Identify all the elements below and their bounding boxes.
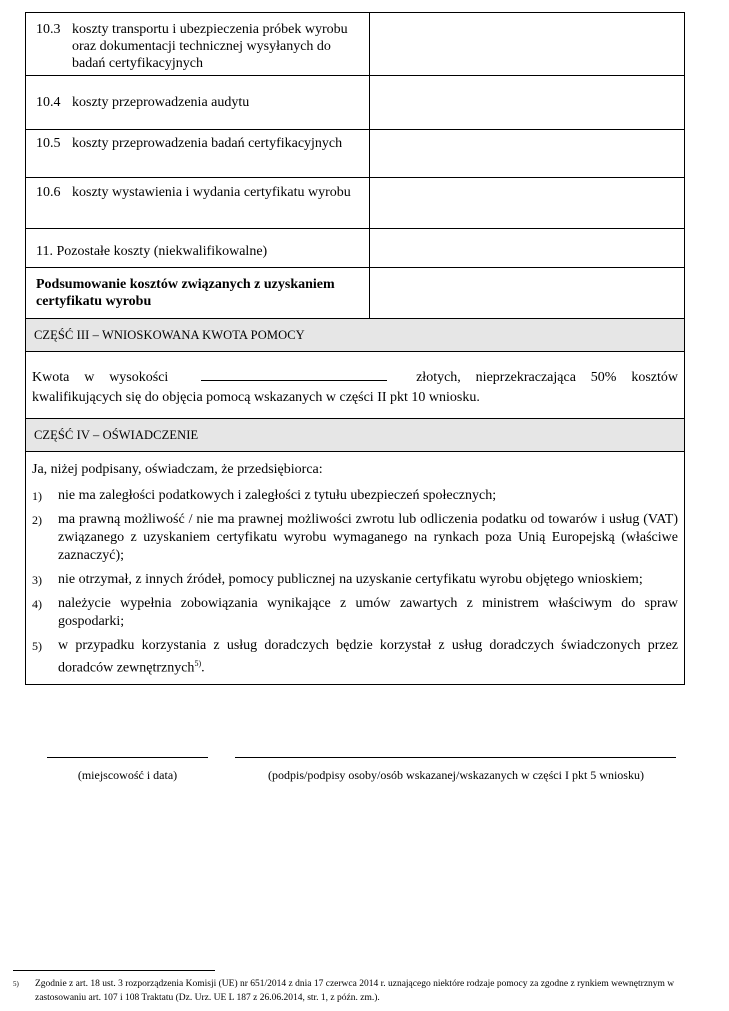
place-date-label: (miejscowość i data): [77, 768, 178, 782]
declaration-item: [32, 487, 678, 505]
declaration-item: [32, 637, 678, 678]
signature-line[interactable]: [235, 757, 676, 758]
cost-number: 10.4: [36, 95, 61, 110]
declaration-item-text: ma prawną możliwość / nie ma prawnej możliwości zwrotu lub odliczenia podatku od towarów i usług (VAT) związanego z uzyskaniem certyfikatu wyrobu wymaganego na rynkach poza Unią Europejską (właściwe zaznaczyć);: [58, 512, 678, 563]
cost-description: koszty transportu i ubezpieczenia próbek wyrobu oraz dokumentacji technicznej wysyłanych do badań certyfikacyjnych: [72, 22, 348, 71]
declaration-item: [32, 511, 678, 565]
cost-label-cell: [26, 76, 370, 129]
signature-label: (podpis/podpisy osoby/osób wskazanej/wskazanych w części I pkt 5 wniosku): [268, 768, 644, 782]
amount-input-line[interactable]: [201, 366, 387, 381]
declaration-block: [26, 452, 684, 684]
cost-number: 10.3: [36, 22, 61, 37]
application-form-table: [25, 12, 685, 685]
declaration-intro: Ja, niżej podpisany, oświadczam, że przedsiębiorca:: [32, 462, 323, 477]
amount-text-after: złotych, nieprzekraczająca 50% kosztów kwalifikujących się do objęcia pomocą wskazanych w części II pkt 10 wniosku.: [32, 370, 679, 405]
other-costs-row: [26, 229, 684, 268]
footnote-separator: [13, 970, 215, 971]
declaration-item-text-wrap: [58, 637, 678, 678]
declaration-item: [32, 571, 678, 589]
cost-label-cell: [26, 178, 370, 228]
cost-value-cell[interactable]: [370, 130, 684, 177]
cost-row-10-6: [26, 178, 684, 229]
part4-heading: CZĘŚĆ IV – OŚWIADCZENIE: [26, 419, 684, 452]
declaration-item-text: w przypadku korzystania z usług doradczych będzie korzystał z usług doradczych świadczonych przez doradców zewnętrznych: [58, 638, 678, 676]
footnote-mark: 5): [13, 980, 19, 988]
declaration-item-text: nie otrzymał, z innych źródeł, pomocy publicznej na uzyskanie certyfikatu wyrobu objętego wnioskiem;: [58, 572, 643, 587]
declaration-item-number: 5): [32, 639, 42, 653]
cost-value-cell[interactable]: [370, 13, 684, 75]
cost-row-10-4: [26, 76, 684, 130]
place-date-line[interactable]: [47, 757, 208, 758]
other-costs-value-cell[interactable]: [370, 229, 684, 267]
declaration-item-number: 4): [32, 597, 42, 611]
other-costs-label: 11. Pozostałe koszty (niekwalifikowalne): [26, 229, 370, 267]
summary-label: Podsumowanie kosztów związanych z uzyskaniem certyfikatu wyrobu: [26, 268, 370, 318]
cost-row-10-5: [26, 130, 684, 178]
declaration-item: [32, 595, 678, 631]
declaration-item-text: należycie wypełnia zobowiązania wynikające z umów zawartych z ministrem właściwym do spraw gospodarki;: [58, 596, 678, 629]
footnote-text: Zgodnie z art. 18 ust. 3 rozporządzenia Komisji (UE) nr 651/2014 z dnia 17 czerwca 2014 r. uznającego niektóre rodzaje pomocy za zgodne z rynkiem wewnętrznym w zastosowaniu art. 107 i 108 Traktatu (Dz. Urz. UE L 187 z 26.06.2014, str. 1, z późn. zm.).: [35, 979, 675, 1003]
cost-description: koszty przeprowadzenia audytu: [72, 95, 250, 110]
declaration-item-number: 3): [32, 573, 42, 587]
summary-value-cell[interactable]: [370, 268, 684, 318]
cost-label-cell: [26, 13, 370, 75]
declaration-item-text: nie ma zaległości podatkowych i zaległości z tytułu ubezpieczeń społecznych;: [58, 488, 497, 503]
declaration-item-number: 1): [32, 489, 42, 503]
cost-number: 10.5: [36, 136, 61, 151]
declaration-item-tail: .: [201, 660, 205, 676]
cost-row-10-3: [26, 13, 684, 76]
cost-value-cell[interactable]: [370, 76, 684, 129]
footnote-reference: 5): [194, 659, 202, 668]
declaration-item-number: 2): [32, 513, 42, 527]
cost-description: koszty wystawienia i wydania certyfikatu wyrobu: [72, 185, 351, 200]
part3-heading: CZĘŚĆ III – WNIOSKOWANA KWOTA POMOCY: [26, 319, 684, 352]
requested-amount-paragraph: [26, 352, 684, 419]
cost-number: 10.6: [36, 185, 61, 200]
cost-description: koszty przeprowadzenia badań certyfikacyjnych: [72, 136, 343, 151]
amount-text-before: Kwota w wysokości: [32, 370, 169, 385]
footnote: [13, 977, 703, 1005]
cost-value-cell[interactable]: [370, 178, 684, 228]
summary-row: [26, 268, 684, 319]
cost-label-cell: [26, 130, 370, 177]
